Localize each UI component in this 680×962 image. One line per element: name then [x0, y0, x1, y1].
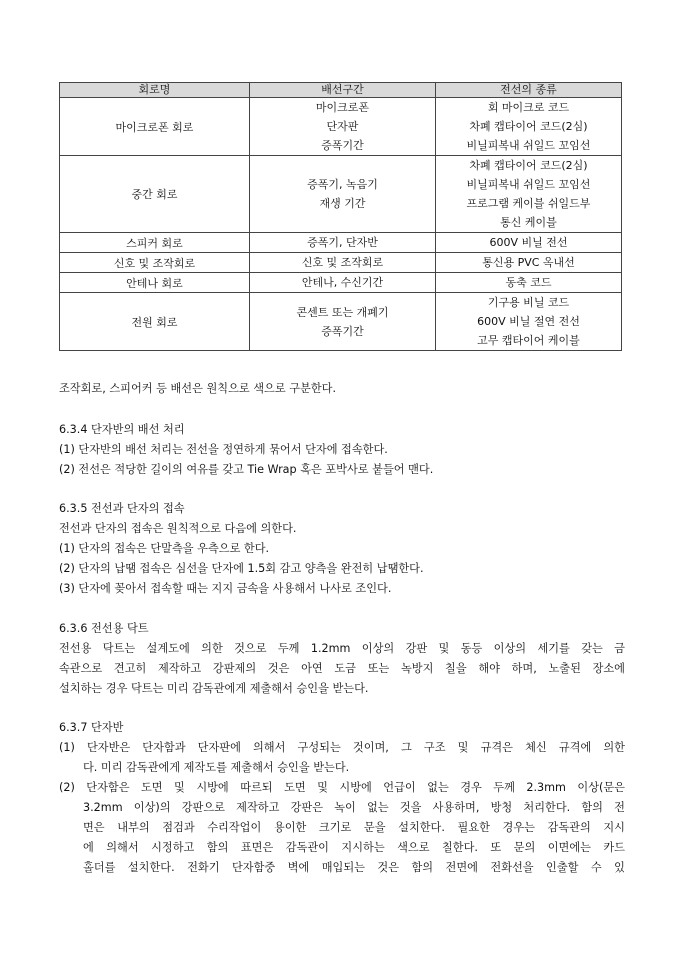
cell-line: 고무 캡타이어 케이블: [477, 334, 580, 347]
list-item: (2) 전선은 적당한 길이의 여유를 갖고 Tie Wrap 혹은 포박사로 붙들어 맨다.: [59, 463, 434, 476]
wiring-section-cell: [250, 293, 436, 351]
circuit-name-cell: 신호 및 조작회로: [60, 253, 250, 273]
section-6-3-4: [59, 420, 625, 480]
wire-type-cell: [436, 273, 622, 293]
wiring-section-cell: [250, 156, 436, 233]
cell-line: 비닐피복내 쉬일드 꼬임선: [466, 139, 591, 152]
cell-line: 증폭기간: [321, 139, 364, 152]
wiring-section-cell: [250, 233, 436, 253]
list-item-line: (2) 단자함은 도면 및 시방에 따르되 도면 및 시방에 언급이 없는 경우 두께 2.3mm 이상(문은: [59, 781, 625, 794]
wiring-section-cell: [250, 98, 436, 156]
list-item: (1) 단자의 접속은 단말측을 우측으로 한다.: [59, 542, 270, 555]
section-6-3-6: [59, 619, 625, 699]
cell-line: 증폭기, 단자반: [307, 236, 378, 249]
cell-line: 증폭기간: [321, 324, 364, 338]
wire-type-cell: [436, 98, 622, 156]
cell-line: 신호 및 조작회로: [301, 256, 384, 269]
table-header-row: [60, 83, 622, 98]
list-item-line: 에 의해서 시정하고 함의 표면은 감독관이 지시하는 색으로 칠한다. 또 문의 이면에는 카드: [83, 841, 625, 854]
cell-line: 차폐 캡타이어 코드(2심): [469, 120, 588, 133]
cell-line: 콘센트 또는 개폐기: [296, 305, 389, 319]
list-item-line: 홀더를 설치한다. 전화기 단자함중 벽에 매입되는 것은 함의 전면에 전화선을 인출할 수 있: [83, 861, 625, 874]
table-note: 조작회로, 스피어커 등 배선은 원칙으로 색으로 구분한다.: [59, 382, 337, 395]
circuit-name-cell: 마이크로폰 회로: [60, 98, 250, 156]
table-row: [60, 156, 622, 233]
cell-line: 기구용 비닐 코드: [487, 296, 570, 309]
wiring-section-cell: [250, 273, 436, 293]
table-row: [60, 233, 622, 253]
list-item-line: (1) 단자반은 단자함과 단자판에 의해서 구성되는 것이며, 그 구조 및 규격은 체신 규격에 의한: [59, 741, 625, 754]
list-item-line: 면은 내부의 점검과 수리작업이 용이한 크기로 문을 설치한다. 필요한 경우는 감독관의 지시: [83, 821, 625, 834]
wiring-table: [59, 82, 622, 351]
cell-line: 재생 기간: [319, 197, 366, 210]
cell-line: 차폐 캡타이어 코드(2심): [469, 159, 588, 172]
paragraph-line: 전선용 닥트는 설계도에 의한 것으로 두께 1.2mm 이상의 강판 및 동등 이상의 세기를 갖는 금: [59, 642, 625, 655]
cell-line: 600V 비닐 절연 전선: [477, 315, 580, 328]
cell-line: 안테나, 수신기간: [301, 276, 384, 289]
cell-line: 마이크로폰: [315, 101, 370, 114]
wire-type-cell: [436, 293, 622, 351]
section-heading: 6.3.6 전선용 닥트: [59, 622, 149, 635]
cell-line: 동축 코드: [505, 276, 552, 289]
cell-line: 통신용 PVC 옥내선: [482, 256, 575, 269]
table-row: [60, 98, 622, 156]
cell-line: 증폭기, 녹음기: [307, 178, 378, 191]
list-item: (2) 단자의 납땜 접속은 심선을 단자에 1.5회 감고 양측을 완전히 납땜한다.: [59, 562, 424, 575]
wiring-section-cell: [250, 253, 436, 273]
section-heading: 6.3.7 단자반: [59, 721, 124, 734]
circuit-name-cell: 스피커 회로: [60, 233, 250, 253]
header-circuit-name: 회로명: [60, 83, 250, 98]
table-row: [60, 253, 622, 273]
paragraph-line: 설치하는 경우 닥트는 미리 감독관에게 제출해서 승인을 받는다.: [59, 682, 369, 695]
paragraph-line: 속관으로 견고히 제작하고 강판제의 것은 아연 도금 또는 녹방지 칠을 해야 하며, 노출된 장소에: [59, 662, 625, 675]
cell-line: 통신 케이블: [500, 216, 557, 229]
section-6-3-7: [59, 718, 625, 878]
circuit-name-cell: 중간 회로: [60, 156, 250, 233]
circuit-name-cell: 안테나 회로: [60, 273, 250, 293]
wire-type-cell: [436, 253, 622, 273]
wire-type-cell: [436, 233, 622, 253]
section-intro: 전선과 단자의 접속은 원칙적으로 다음에 의한다.: [59, 522, 297, 535]
cell-line: 단자판: [326, 120, 359, 133]
header-wiring-section: 배선구간: [250, 83, 436, 98]
list-item: (3) 단자에 꽂아서 접속할 때는 지지 금속을 사용해서 나사로 조인다.: [59, 582, 392, 595]
list-item-line: 3.2mm 이상)의 강판으로 제작하고 강판은 녹이 없는 것을 사용하며, 방청 처리한다. 함의 전: [83, 801, 625, 814]
cell-line: 600V 비닐 전선: [489, 236, 568, 249]
section-6-3-5: [59, 499, 625, 599]
cell-line: 비닐피복내 쉬일드 꼬임선: [466, 178, 591, 191]
cell-line: 프로그램 케이블 쉬일드부: [466, 197, 591, 210]
list-item: (1) 단자반의 배선 처리는 전선을 정연하게 묶어서 단자에 접속한다.: [59, 443, 388, 456]
wire-type-cell: [436, 156, 622, 233]
table-row: [60, 273, 622, 293]
header-wire-type: 전선의 종류: [436, 83, 622, 98]
list-item-line: 다. 미리 감독관에게 제작도를 제출해서 승인을 받는다.: [83, 761, 350, 774]
section-heading: 6.3.4 단자반의 배선 처리: [59, 423, 185, 436]
cell-line: 회 마이크로 코드: [487, 101, 570, 114]
circuit-name-cell: 전원 회로: [60, 293, 250, 351]
section-heading: 6.3.5 전선과 단자의 접속: [59, 502, 185, 515]
table-row: [60, 293, 622, 351]
